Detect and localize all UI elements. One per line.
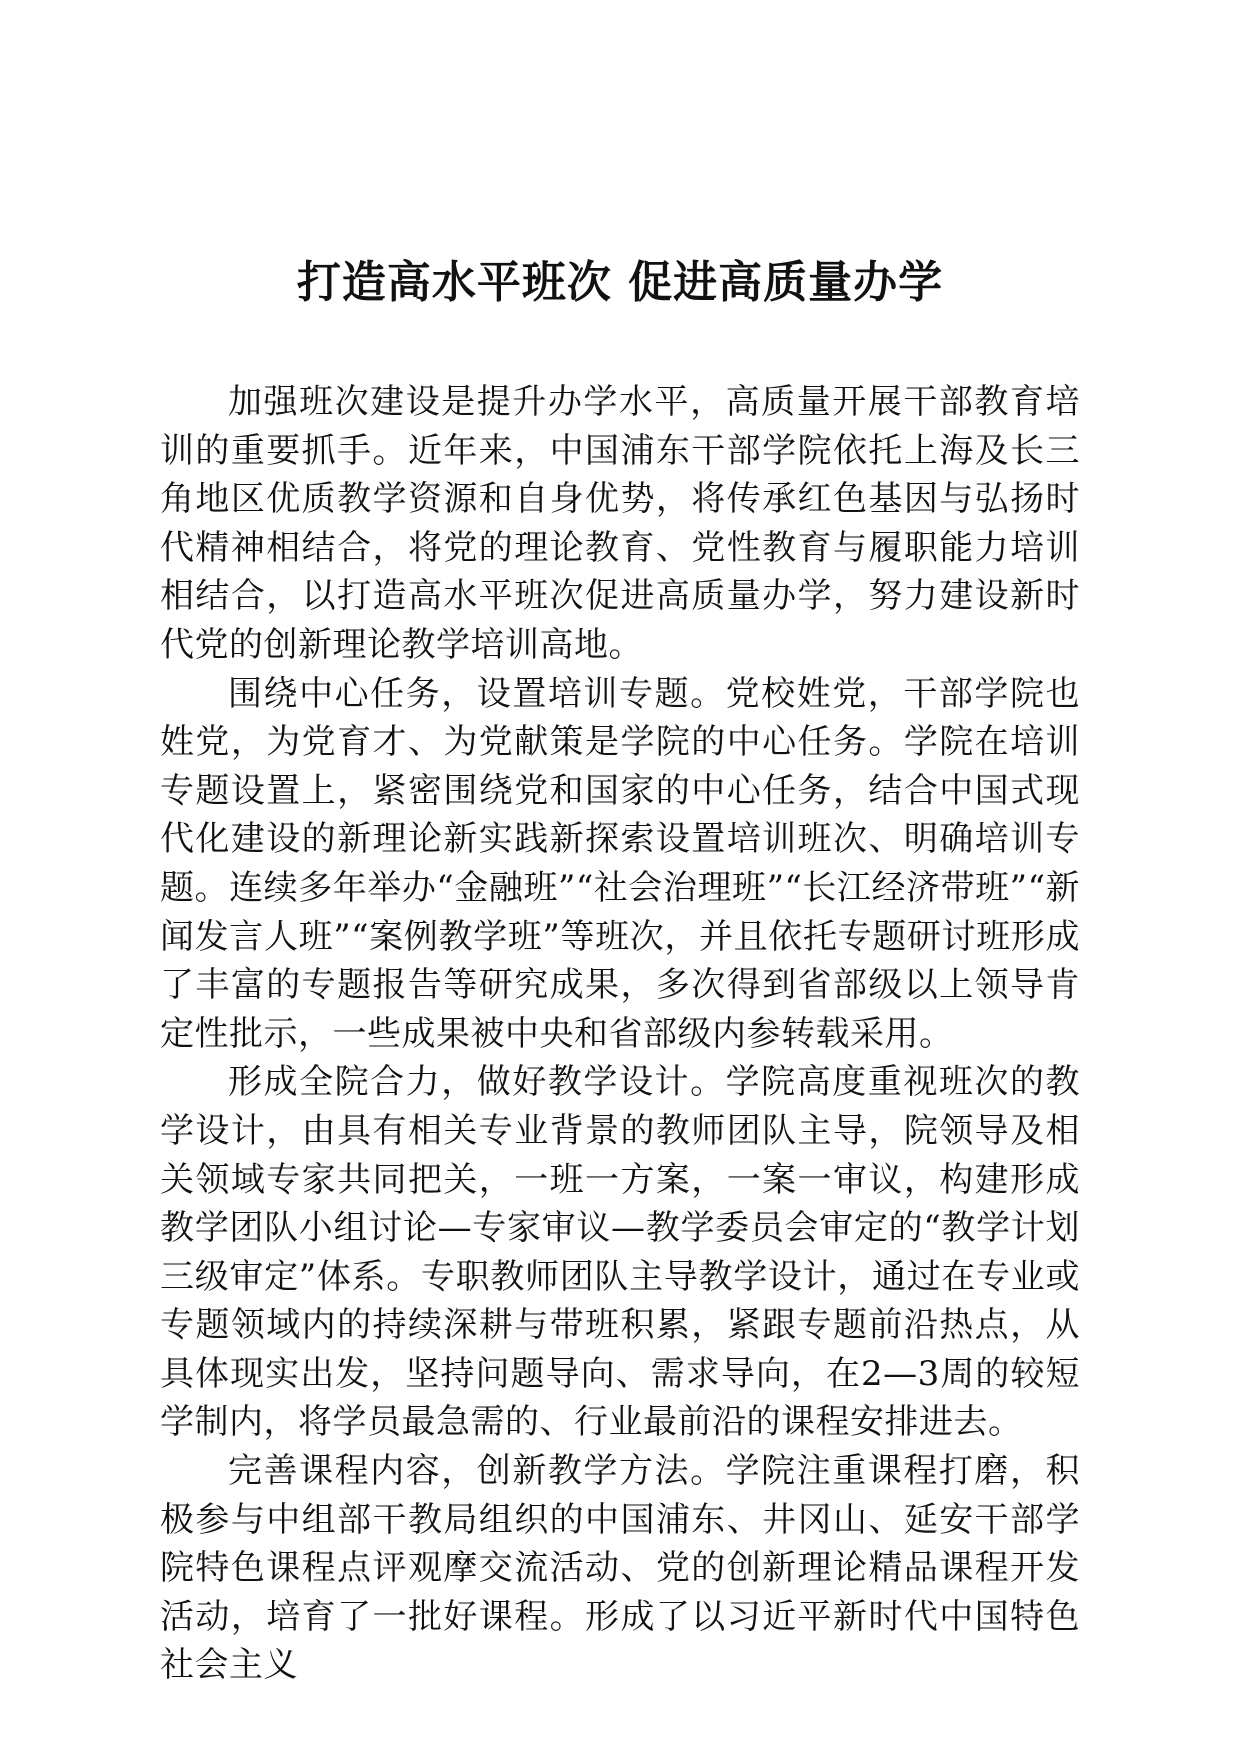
document-title: 打造高水平班次 促进高质量办学 <box>296 257 944 308</box>
document-body <box>160 378 1080 1690</box>
paragraph-training-topics: 围绕中心任务，设置培训专题。党校姓党，干部学院也姓党，为党育才、为党献策是学院的中心任务。学院在培训专题设置上，紧密围绕党和国家的中心任务，结合中国式现代化建设的新理论新实践新探索设置培训班次、明确培训专题。连续多年举办“金融班”“社会治理班”“长江经济带班”“新闻发言人班”“案例教学班”等班次，并且依托专题研讨班形成了丰富的专题报告等研究成果，多次得到省部级以上领导肯定性批示，一些成果被中央和省部级内参转载采用。 <box>160 673 1080 1054</box>
paragraph-intro: 加强班次建设是提升办学水平，高质量开展干部教育培训的重要抓手。近年来，中国浦东干部学院依托上海及长三角地区优质教学资源和自身优势，将传承红色基因与弘扬时代精神相结合，将党的理论教育、党性教育与履职能力培训相结合，以打造高水平班次促进高质量办学，努力建设新时代党的创新理论教学培训高地。 <box>160 382 1080 665</box>
paragraph-course-content: 完善课程内容，创新教学方法。学院注重课程打磨，积极参与中组部干教局组织的中国浦东、井冈山、延安干部学院特色课程点评观摩交流活动、党的创新理论精品课程开发活动，培育了一批好课程。形成了以习近平新时代中国特色社会主义 <box>160 1451 1080 1686</box>
paragraph-teaching-design: 形成全院合力，做好教学设计。学院高度重视班次的教学设计，由具有相关专业背景的教师团队主导，院领导及相关领域专家共同把关，一班一方案，一案一审议，构建形成教学团队小组讨论—专家审议—教学委员会审定的“教学计划三级审定”体系。专职教师团队主导教学设计，通过在专业或专题领域内的持续深耕与带班积累，紧跟专题前沿热点，从具体现实出发，坚持问题导向、需求导向，在2—3周的较短学制内，将学员最急需的、行业最前沿的课程安排进去。 <box>160 1062 1080 1443</box>
